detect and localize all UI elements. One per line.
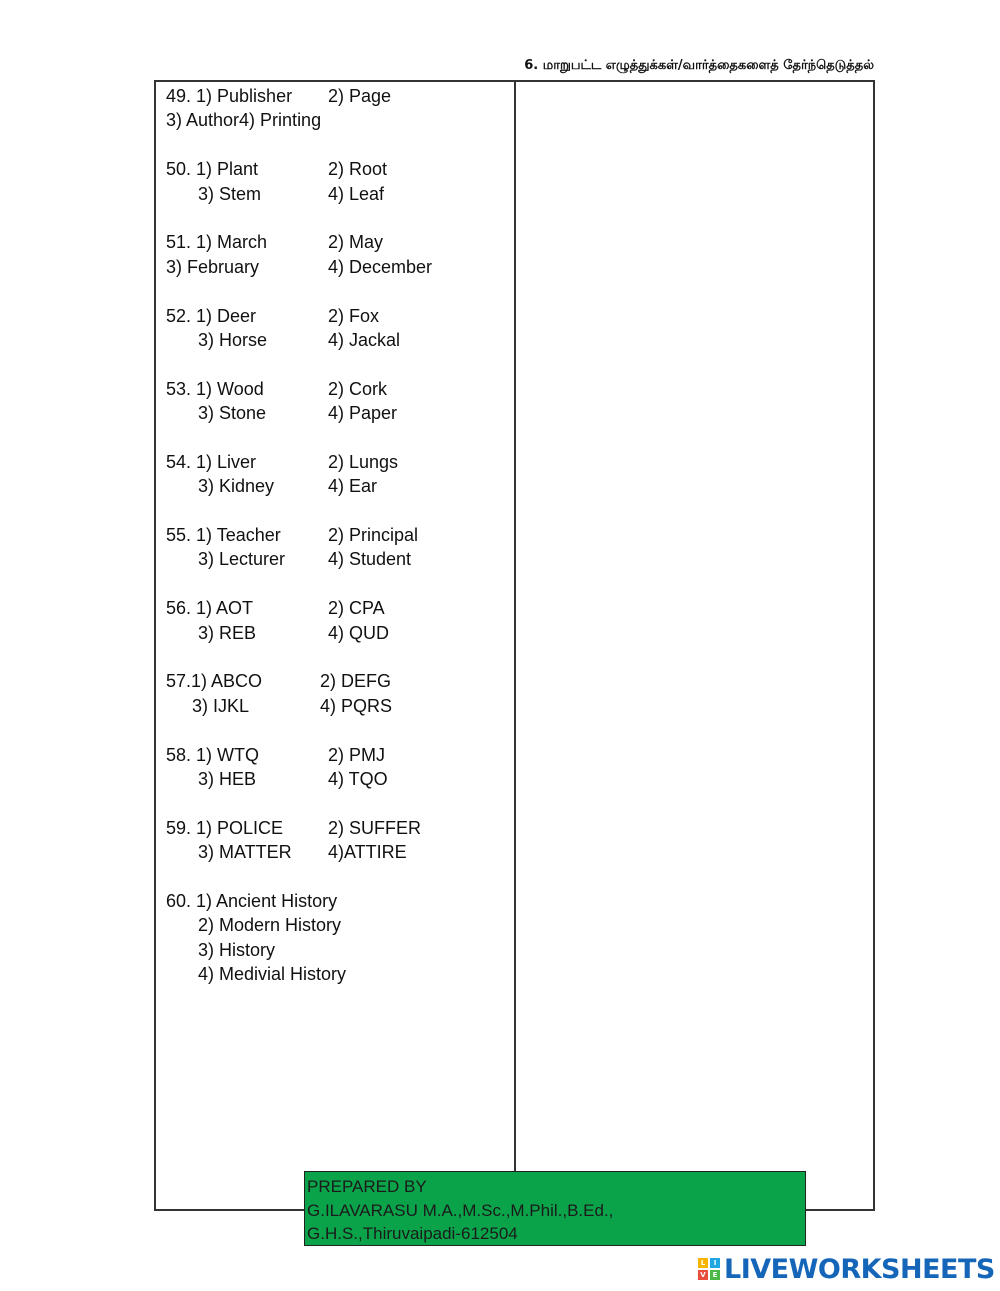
question-line (166, 157, 506, 181)
question-line (166, 474, 506, 498)
option-text: 3) MATTER (198, 842, 292, 863)
question-59 (166, 816, 506, 865)
option-text: 3) Stem (198, 183, 262, 204)
option-text: 3) Stone (198, 403, 267, 424)
question-line (166, 889, 506, 913)
question-line (166, 962, 506, 986)
option-text: 4) Jackal (328, 329, 401, 350)
question-52 (166, 304, 506, 353)
option-text: 3) Kidney (198, 476, 275, 497)
question-line (166, 328, 506, 352)
logo-letter: L (698, 1258, 708, 1268)
question-line (166, 450, 506, 474)
option-text: 3) History (198, 939, 276, 960)
option-text: 59. 1) POLICE (166, 817, 284, 838)
option-text: 57.1) ABCO (166, 671, 263, 692)
page-title: 6. மாறுபட்ட எழுத்துக்கள்/வார்த்தைகளைத் தேர்ந்தெடுத்தல் (524, 58, 874, 73)
question-line (166, 523, 506, 547)
option-text: 4) Ear (328, 476, 378, 497)
option-text: 60. 1) Ancient History (166, 890, 338, 911)
option-text: 49. 1) Publisher (166, 86, 293, 106)
option-text: 3) IJKL (192, 695, 250, 716)
option-text: 2) Page (328, 86, 392, 106)
question-line (166, 767, 506, 791)
brand-text: LIVEWORKSHEETS (724, 1253, 995, 1285)
liveworksheets-logo[interactable] (698, 1254, 995, 1284)
question-line (166, 913, 506, 937)
option-text: 2) Root (328, 159, 388, 180)
question-line (166, 596, 506, 620)
question-60 (166, 889, 506, 987)
option-text: 2) PMJ (328, 744, 386, 765)
option-text: 3) Horse (198, 329, 268, 350)
question-line (166, 669, 506, 693)
option-text: 4) QUD (328, 622, 390, 643)
question-line (166, 84, 506, 108)
option-text: 56. 1) AOT (166, 598, 254, 619)
option-text: 4) Leaf (328, 183, 385, 204)
question-line (166, 255, 506, 279)
author-school: G.H.S.,Thiruvaipadi-612504 (307, 1224, 518, 1244)
question-list (166, 84, 506, 986)
option-text: 2) Principal (328, 525, 419, 546)
question-line (166, 621, 506, 645)
option-text: 4) December (328, 256, 433, 277)
question-line (166, 938, 506, 962)
option-text: 2) May (328, 232, 384, 253)
question-line (166, 547, 506, 571)
question-line (166, 377, 506, 401)
prepared-by-label: PREPARED BY (307, 1177, 427, 1196)
option-text: 2) CPA (328, 598, 385, 619)
question-58 (166, 743, 506, 792)
question-line (166, 108, 506, 132)
option-text: 50. 1) Plant (166, 159, 259, 180)
question-line (166, 816, 506, 840)
logo-letter: I (710, 1258, 720, 1268)
logo-letter: E (710, 1270, 720, 1280)
question-56 (166, 596, 506, 645)
option-text: 53. 1) Wood (166, 378, 264, 399)
prepared-by-box (304, 1171, 806, 1246)
option-text: 4) TQO (328, 768, 388, 789)
question-55 (166, 523, 506, 572)
option-text: 4) PQRS (320, 695, 393, 716)
question-line (166, 743, 506, 767)
option-text: 52. 1) Deer (166, 305, 257, 326)
liveworksheets-logo-icon (698, 1258, 720, 1280)
question-51 (166, 230, 506, 279)
option-text: 3) REB (198, 622, 257, 643)
option-text: 2) Lungs (328, 451, 399, 472)
question-line (166, 694, 506, 718)
question-line (166, 304, 506, 328)
question-line (166, 840, 506, 864)
option-text: 3) February (166, 256, 260, 277)
option-text: 55. 1) Teacher (166, 525, 281, 546)
option-text: 4) Medivial History (198, 964, 347, 985)
question-53 (166, 377, 506, 426)
option-text: 4) Paper (328, 403, 398, 424)
option-text: 2) Cork (328, 378, 388, 399)
question-50 (166, 157, 506, 206)
question-line (166, 182, 506, 206)
option-text: 4) Student (328, 549, 412, 570)
option-text: 2) DEFG (320, 671, 392, 692)
logo-letter: V (698, 1270, 708, 1280)
column-divider (514, 80, 516, 1172)
option-text: 4)ATTIRE (328, 842, 407, 863)
option-text: 58. 1) WTQ (166, 744, 260, 765)
option-text: 2) Fox (328, 305, 380, 326)
option-text: 51. 1) March (166, 232, 268, 253)
option-text: 3) Lecturer (198, 549, 286, 570)
question-57 (166, 669, 506, 718)
option-text: 3) Author4) Printing (166, 110, 322, 131)
option-text: 3) HEB (198, 768, 257, 789)
question-line (166, 401, 506, 425)
author-name: G.ILAVARASU M.A.,M.Sc.,M.Phil.,B.Ed., (307, 1200, 614, 1220)
option-text: 2) SUFFER (328, 817, 422, 838)
question-line (166, 230, 506, 254)
question-54 (166, 450, 506, 499)
question-49 (166, 84, 506, 133)
option-text: 2) Modern History (198, 915, 342, 936)
option-text: 54. 1) Liver (166, 451, 257, 472)
